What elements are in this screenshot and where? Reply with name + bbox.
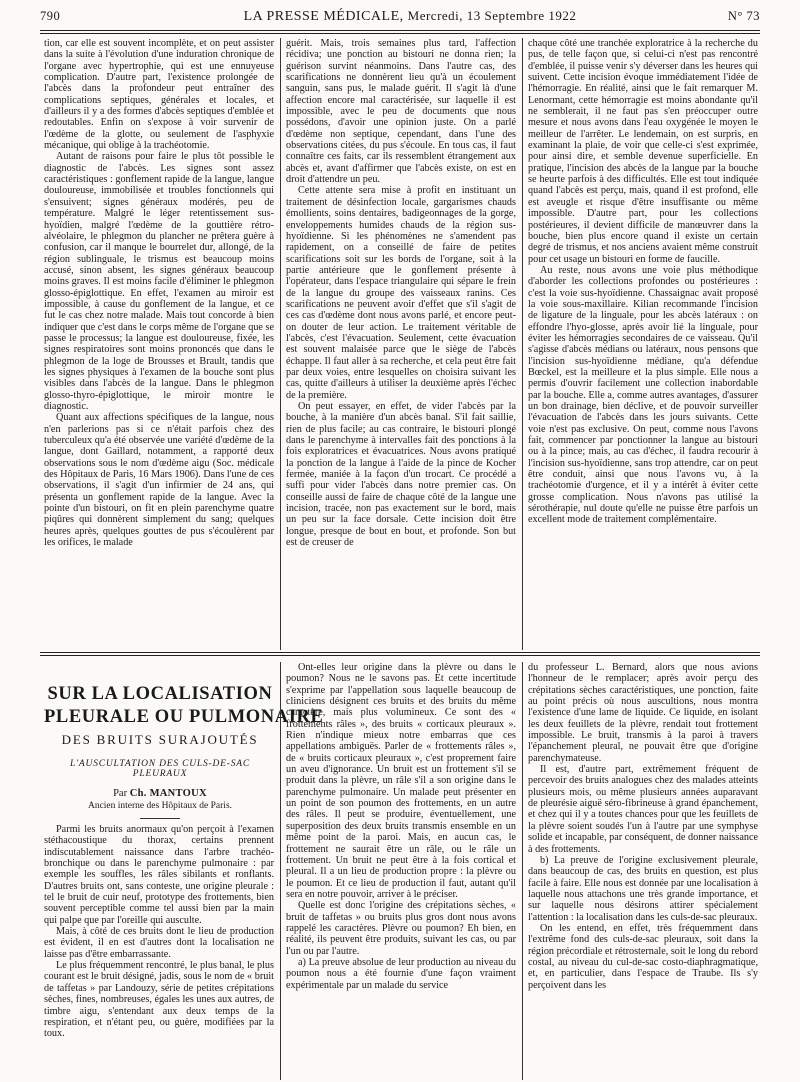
header-rule [40,30,760,31]
article-column-3 [528,662,758,1080]
section-rule [40,652,760,653]
paragraph: Le plus fréquemment rencontré, le plus banal, le plus courant est le bruit désigné, jadis, sous le nom de « bruit de taffetas » par Landouzy, série de petites crépitations sèches, fines, nombreuses, égales les unes aux autres, de timbre aigu, s'entendant aux deux temps de la respiration, et n'étant peu, ou guère, modifiées par la toux. [44,960,274,1040]
article-subtitle: L'AUSCULTATION DES CULS-DE-SAC PLEURAUX [70,759,250,779]
article-title-line-1: SUR LA LOCALISATION [47,684,273,704]
issue-date: Mercredi, 13 Septembre 1922 [407,8,577,23]
paragraph: a) La preuve absolue de leur production au niveau du poumon nous a été fournie d'une façon vraiment expérimentale par un malade du service [286,956,516,991]
paragraph: On peut essayer, en effet, de vider l'abcès par la bouche, à la manière d'un abcès banal. S'il fait saillie, rien de plus facile; au cas contraire, le bistouri plongé dans le parenchyme à intervalles fait des ponctions à la fois exploratrices et évacuatrices. Nous avons pratiqué la ponction de la langue à l'aide de la pince de Kocher fermée, maniée à la façon d'un trocart. Ce procédé a suffi pour vider l'abcès dans notre premier cas. On conseille aussi de faire de chaque côté de la langue une incision, tracée, non pas exactement sur le bord, mais un peu sur la face dorsale. Cette incision doit être longue, presque de bout en bout, et profonde. Son but est de creuser de [286,401,516,549]
paragraph: Ont-elles leur origine dans la plèvre ou dans le poumon? Nous ne le savons pas. Et cette incertitude s'exprime par l'appellation sous laquelle beaucoup de cliniciens désignent ces bruits et des bruits du même caractère, mais plus volumineux. Ce sont des « frottements râles », des bruits « corticaux pleuraux ». Rien n'indique mieux notre embarras que ces appellations ambiguës. Parler de « frottements râles », de « bruits corticaux pleuraux », c'est proprement faire un aveu d'ignorance. Un bruit est un frottement s'il se produit dans la plèvre, un râle s'il a son origine dans le parenchyme pulmonaire. Un malade peut présenter en un point de son poumon des frottements, en un autre des râles. Il peut se produire, éventuellement, une superposition des deux bruits transmis ensemble en un même point de la paroi. Mais, en aucun cas, le frottement ne saurait être un râle, ou le râle un frottement. Un bruit ne peut être à la fois cortical et pleural. Il a un lieu de production propre : la plèvre ou le poumon. Et ce lieu de production il faut, autant qu'il sera en notre pouvoir, arriver à le préciser. [286,662,516,900]
heading-dash [140,818,180,819]
article-title-line-3: DES BRUITS SURAJOUTÉS [61,732,259,747]
paragraph: Parmi les bruits anormaux qu'on perçoit à l'examen stéthacoustique du thorax, certains prennent indiscutablement naissance dans l'arbre trachéo-bronchique ou dans le parenchyme pulmonaire : par exemple les souffles, les râles sibilants et ronflants. D'autres bruits ont, sans conteste, une origine pleurale : tel le bruit de cuir neuf, prototype des frottements, bien souvent perceptible comme tel aussi bien par la main qui palpe que par l'oreille qui ausculte. [44,824,274,926]
author-affiliation: Ancien interne des Hôpitaux de Paris. [87,801,233,811]
column-divider [522,38,523,650]
byline-prefix: Par [113,788,128,799]
byline [44,788,276,799]
article-column-1 [44,824,274,1080]
journal-name: LA PRESSE MÉDICALE, [243,9,404,24]
paragraph: On les entend, en effet, très fréquemment dans l'extrême fond des culs-de-sac pleuraux, soit dans la région précordiale et rétrosternale, soit le long du rebord costal, au niveau du cul-de-sac costo-diaphragmatique, et, en particulier, dans l'espace de Traube. Ils s'y perçoivent dans les [528,922,758,991]
paragraph: tion, car elle est souvent incomplète, et on peut assister dans la suite à l'évolution d'une induration chronique de l'organe avec hypertrophie, qui est une ennuyeuse complication. D'autre part, l'existence prolongée de l'abcès dans la profondeur peut entraîner des complications septiques, générales et locales, et d'ailleurs il y a des formes d'abcès septiques d'emblée et redoutables. Enfin on s'expose à voir survenir de l'œdème de la glotte, ou seulement de l'asphyxie mécanique, qui oblige à la trachéotomie. [44,38,274,152]
paragraph: Quant aux affections spécifiques de la langue, nous n'en parlerions pas si ce n'était parfois chez des tuberculeux qu'a été observée une variété d'œdème de la langue, dont Gaillard, notamment, a rapporté deux observations sous le nom d'œdème aigu (Soc. médicale des Hôpitaux de Paris, 16 Mars 1906). Dans l'une de ces observations, il s'agit d'un infirmier de 24 ans, qui présenta un gonflement rapide de la langue. Avec la pointe d'un bistouri, on fit en plein parenchyme quatre piqûres qui donnèrent simplement du sang; quelques heures après, quelques gouttes de pus s'écoulèrent par les orifices, le malade [44,412,274,549]
section-rule-double [40,655,760,656]
issue-number: N° 73 [727,9,760,23]
paragraph: Au reste, nous avons une voie plus méthodique d'aborder les collections profondes ou postérieures : c'est la voie sus-hyoïdienne. Chassaignac avait proposé la voie sous-maxillaire. Kilian recommande l'incision de ligature de la linguale, pour les abcès latéraux : on effondre l'hyo-glosse, après avoir lié la linguale, pour éviter les hémorragies secondaires de ce vaisseau. Qu'il s'agisse d'abcès médians ou latéraux, nous pensons que l'incision sus-hyoïdienne médiane, qu'a défendue Bœckel, est la meilleure et la plus simple. Elle nous a permis d'ouvrir facilement une collection inabordable par la bouche. Elle a, comme autres avantages, d'assurer un bon drainage, bien déclive, et de pouvoir surveiller l'évacuation de l'abcès dans les jours suivants. Cette voie n'est pas exclusive. On peut, comme nous l'avons fait, commencer par ponctionner la langue au bistouri ou à la pince; mais, au cas d'échec, il faudra recourir à l'incision sus-hyoïdienne, sans trop attendre, car on peut être conduit, ainsi que nous l'avons vu, à la trachéotomie d'urgence, et il y a intérêt à éviter cette grosse complication. Nous n'avons pas utilisé la sérothérapie, nul doute qu'elle ne puisse être parfois un excellent mode de traitement complémentaire. [528,264,758,526]
journal-title [130,8,690,25]
paragraph: Autant de raisons pour faire le plus tôt possible le diagnostic de l'abcès. Les signes sont assez caractéristiques : gonflement rapide de la langue, langue douloureuse, immobilisée et troubles fonctionnels qui s'ensuivent; signes généraux modérés, peu de température. Malgré le léger retentissement sus-hyoïdien, malgré l'œdème de la gouttière rétro-alvéolaire, le phlegmon du plancher ne prêtera guère à confusion, car il manque le bourrelet dur, allongé, de la région sublinguale, le trismus est beaucoup moins accusé, sinon absent, les signes généraux beaucoup moins graves. Il est moins facile d'éliminer le phlegmon glosso-épiglottique. En effet, l'examen au miroir est impossible, à cause du gonflement de la langue, et ce fut le cas chez notre malade. Mais tout concorde à bien indiquer que c'est dans le corps même de l'organe que se passe le processus; la langue est douloureuse, fixée, les signes respiratoires sont moins prononcés que dans le phlegmon de la loge de Brousses et Brault, tandis que les signes physiques à l'examen de la bouche sont plus visibles dans l'abcès de la langue. Dans le phlegmon glosso-thyro-épiglottique, le miroir montre le diagnostic. [44,151,274,412]
paragraph: Cette attente sera mise à profit en instituant un traitement de désinfection locale, gargarismes chauds émollients, soins dentaires, badigeonnages de la gorge, enveloppements humides chauds de la région sus-hyoïdienne. Si les phénomènes ne s'amendent pas rapidement, on a conseillé de faire de petites scarifications soit sur les bords de l'organe, soit à la partie antérieure que le gonflement présente à l'opérateur, dans l'espace triangulaire qui sépare le frein de la langue du groupe des vaisseaux ranins. Ces scarifications ne peuvent avoir d'effet que s'il s'agit de ces cas d'œdème dont nous avons parlé, et encore peut-on douter de leur action. Le traitement véritable de l'abcès, c'est l'évacuation. Seulement, cette évacuation est souvent malaisée parce que le siège de l'abcès échappe. Il faut aller à sa recherche, et cela peut être fait par deux voies, entre lesquelles on choisira suivant les cas, quitte d'ailleurs à utiliser la deuxième après l'échec de la première. [286,185,516,401]
top-column-3 [528,38,758,650]
paragraph: Il est, d'autre part, extrêmement fréquent de percevoir des bruits analogues chez des malades atteints plusieurs mois, ou même plusieurs années auparavant de pleurésie aiguë séro-fibrineuse à grand épanchement, et chez qui il y a toutes chances pour que les feuillets de la plèvre soient soudés l'un à l'autre par une symphyse solide et incapable, par conséquent, de donner naissance à des frottements. [528,764,758,855]
article-column-2 [286,662,516,1080]
column-divider [280,662,281,1080]
article-title-line-2: PLEURALE OU PULMONAIRE [44,707,324,727]
paragraph: Mais, à côté de ces bruits dont le lieu de production est évident, il en est d'autres dont la localisation ne laisse pas d'être embarrassante. [44,926,274,960]
paragraph: b) La preuve de l'origine exclusivement pleurale, dans beaucoup de cas, des bruits en question, est plus facile à faire. Elle nous est donnée par une localisation à laquelle nous attachons une très grande importance, et sur laquelle nous désirons attirer spécialement l'attention : la localisation dans les culs-de-sac pleuraux. [528,854,758,923]
top-column-1 [44,38,274,650]
paragraph: Quelle est donc l'origine des crépitations sèches, « bruit de taffetas » ou bruits plus gros dont nous avons rappelé les caractères. Plèvre ou poumon? Eh bien, en réalité, ils peuvent être produits, suivant les cas, ou par l'un ou par l'autre. [286,900,516,957]
page-header [40,6,760,28]
column-divider [280,38,281,650]
page-number: 790 [40,9,61,23]
paragraph: du professeur L. Bernard, alors que nous avions l'honneur de le remplacer; après avoir perçu des crépitations sèches caractéristiques, une ponction, faite au point précis où nous auscultions, nous montra l'existence d'une lame de liquide. Ce liquide, en isolant les deux feuillets de la plèvre, rendait tout frottement impossible. Le bruit, transmis à la paroi à travers l'épanchement pleural, ne pouvait être que d'origine parenchymateuse. [528,662,758,764]
top-column-2 [286,38,516,650]
article-heading [44,683,324,819]
paragraph: guérit. Mais, trois semaines plus tard, l'affection récidiva; une ponction au bistouri ne donna rien; la guérison survint néanmoins. Dans l'autre cas, des scarifications ne donnèrent lieu qu'à un écoulement sanguin, sans pus, le malade guérit. Il s'agit là d'une affection encore mal caractérisée, sur laquelle il est impossible, avec le peu de documents que nous possédons, d'avoir une opinion juste. On a parlé d'œdème non septique, cependant, dans l'une des observations citées, du pus s'écoule. En tous cas, il faut connaître ces faits, car ils ressemblent étrangement aux abcès et, avant d'affirmer que l'abcès existe, on est en droit d'attendre un peu. [286,38,516,186]
paragraph: chaque côté une tranchée exploratrice à la recherche du pus, de telle façon que, si celui-ci n'est pas rencontré d'emblée, il puisse venir s'y déverser dans les heures qui suivent. Cette incision évoque immédiatement l'idée de l'hémorragie. En réalité, ainsi que le fait remarquer M. Lenormant, cette hémorragie est moins abondante qu'il ne semblerait, il ne faut pas s'en préoccuper outre mesure et nous avons dans l'eau oxygénée le moyen le meilleur de l'arrêter. Le lendemain, on est surpris, en examinant la plaie, de voir que celle-ci s'est exprimée, pour ainsi dire, et semble devenue superficielle. En pratique, l'incision des abcès de la langue par la bouche se heurte parfois à des difficultés. Elle est tout indiquée quand l'abcès est perçu, mais, quand il est profond, elle est aveugle et risque d'être insuffisante ou même impossible. D'autre part, pour les collections postérieures, il devient difficile de manœuvrer dans la bouche, bien plus encore quand il existe un certain degré de trismus, et nos anciens avaient même construit pour cet usage un bistouri en forme de faucille. [528,38,758,265]
column-divider [522,662,523,1080]
header-rule-double [40,33,760,34]
author-name: Ch. MANTOUX [129,788,207,799]
